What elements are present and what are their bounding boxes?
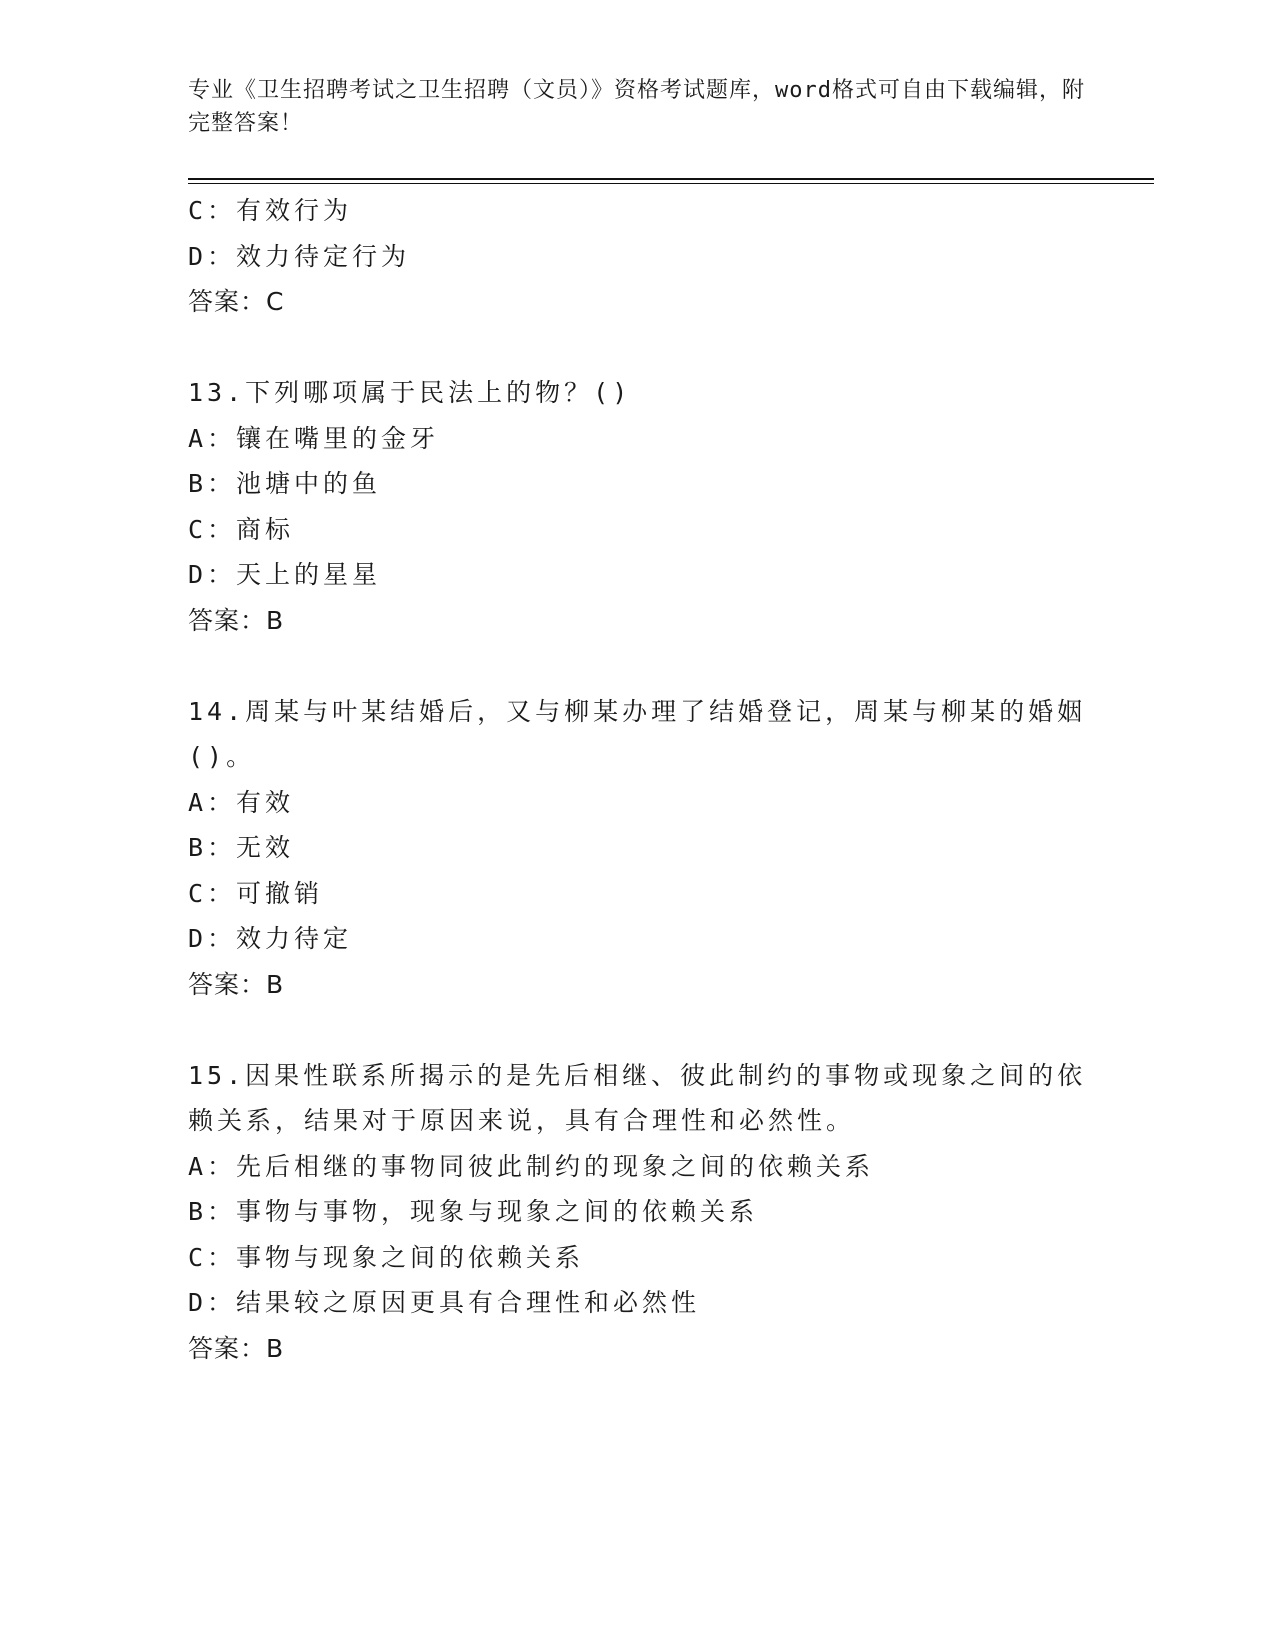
question-15-block	[188, 1053, 1088, 1372]
answer-line: 答案：B	[188, 969, 285, 999]
question-text-line-2: 赖关系，结果对于原因来说，具有合理性和必然性。	[188, 1106, 856, 1135]
spacer	[188, 1007, 1088, 1053]
option-a: A：有效	[188, 787, 295, 817]
answer-line: 答案：C	[188, 287, 285, 316]
option-c: C：商标	[188, 514, 295, 544]
option-b: B：无效	[188, 833, 295, 862]
option-c: C：可撤销	[188, 878, 324, 908]
document-header: 专业《卫生招聘考试之卫生招聘（文员）》资格考试题库，word格式可自由下载编辑，附完整答案！	[188, 78, 1085, 136]
option-a: A：先后相继的事物同彼此制约的现象之间的依赖关系	[188, 1151, 875, 1181]
option-d: D：效力待定行为	[188, 241, 411, 271]
question-text: 13.下列哪项属于民法上的物？()	[188, 378, 632, 407]
option-d: D：天上的星星	[188, 560, 382, 589]
question-text-line-1: 14.周某与叶某结婚后，又与柳某办理了结婚登记，周某与柳某的婚姻	[188, 696, 1087, 726]
option-d: D：结果较之原因更具有合理性和必然性	[188, 1288, 701, 1317]
option-b: B：事物与事物，现象与现象之间的依赖关系	[188, 1197, 759, 1226]
question-13-block	[188, 370, 1088, 643]
option-b: B：池塘中的鱼	[188, 469, 382, 498]
question-text-line-2: ()。	[188, 742, 256, 771]
question-text-line-1: 15.因果性联系所揭示的是先后相继、彼此制约的事物或现象之间的依	[188, 1060, 1087, 1090]
spacer	[188, 643, 1088, 689]
option-a: A：镶在嘴里的金牙	[188, 423, 440, 453]
option-d: D：效力待定	[188, 924, 353, 953]
question-list	[188, 188, 1088, 1371]
header-divider-thin	[188, 183, 1154, 184]
header-divider-thick	[188, 178, 1154, 180]
answer-line: 答案：B	[188, 1333, 285, 1363]
question-14-block	[188, 689, 1088, 1008]
spacer	[188, 325, 1088, 371]
option-c: C：有效行为	[188, 196, 353, 225]
answer-line: 答案：B	[188, 605, 285, 635]
question-12-block	[188, 188, 1088, 325]
option-c: C：事物与现象之间的依赖关系	[188, 1242, 585, 1272]
